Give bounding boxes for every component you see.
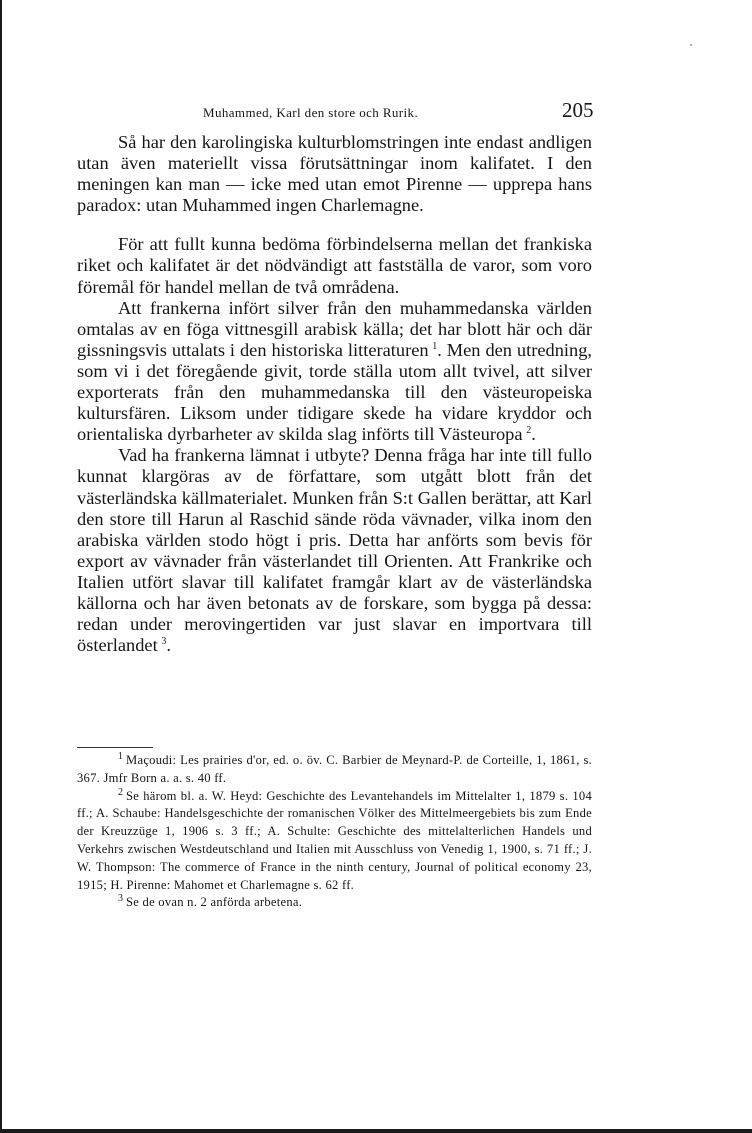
paragraph-3-text-a: Att frankerna infört silver från den muhammedanska världen omtalas av en föga vittnesgill arabisk källa; det har blott här och där gissningsvis uttalats i den historiska litteraturen — [77, 297, 592, 360]
footnote-text: Se härom bl. a. W. Heyd: Geschichte des Levantehandels im Mittelalter 1, 1879 s. 104 ff.; A. Schaube: Handelsgeschichte der romanischen Völker des Mittelmeergebiets bis zum Ende der Kreuzzüge 1, 1906 s. 3 ff.; A. Schulte: Geschichte des mittelalterlichen Handels und Verkehrs zwischen Westdeutschland und Italien mit Ausschluss von Venedig 1, 1900, s. 71 ff.; J. W. Thompson: The commerce of France in the ninth century, Journal of political economy 23, 1915; H. Pirenne: Mahomet et Charlemagne s. 62 ff. — [77, 788, 592, 892]
body-text — [77, 132, 592, 656]
paragraph-1 — [77, 132, 592, 216]
page-number: 205 — [562, 98, 594, 122]
footnote-text: Maçoudi: Les prairies d'or, ed. o. öv. C. Barbier de Meynard-P. de Corteille, 1, 1861, s. 367. Jmfr Born a. a. s. 40 ff. — [77, 753, 592, 785]
running-head — [0, 98, 752, 124]
paragraph-3-text-c: . — [531, 424, 536, 445]
paragraph-4-text-a: Vad ha frankerna lämnat i utbyte? Denna fråga har inte till fullo kunnat klargöras av de författare, som utgått blott från det västerländska källmaterialet. Munken från S:t Gallen berättar, att Karl den store till Harun al Raschid sände röda vävnader, vilka inom den arabiska världen stodo högt i pris. Detta har anförts som bevis för export av vävnader från västerlandet till Orienten. Att Frankrike och Italien utfört slavar till kalifatet framgår klart av de västerländska källorna och har även betonats av de forskare, som bygga på dessa: redan under merovingertiden var just slavar en importvara till österlandet — [77, 445, 592, 656]
footnote-2 — [77, 788, 592, 895]
footnote-marker: 1 — [118, 750, 124, 762]
footnote-1 — [77, 752, 592, 788]
paragraph-1-text: Så har den karolingiska kulturblomstringen inte endast andligen utan även materiellt vissa förutsättningar inom kalifatet. I den meningen kan man — icke med utan emot Pirenne — upprepa hans paradox: utan Muhammed ingen Charlemagne. — [77, 132, 592, 216]
footnote-marker: 2 — [118, 786, 124, 798]
running-title: Muhammed, Karl den store och Rurik. — [203, 105, 419, 120]
footnote-ref-2: 2 — [526, 425, 532, 437]
scan-edge-left — [0, 0, 2, 1133]
footnote-rule — [77, 747, 153, 748]
paragraph-3 — [77, 298, 592, 446]
paragraph-2-text: För att fullt kunna bedöma förbindelserna mellan det frankiska riket och kalifatet är det nödvändigt att fastställa de varor, som voro föremål för handel mellan de två områdena. — [77, 234, 592, 297]
paragraph-3-text-b: . Men den utredning, som vi i det föregående givit, torde ställa utom allt tvivel, att silver exporterats från den muhammedanska till den västeuropeiska kultursfären. Liksom under tidigare skede ha vidare kryddor och orientaliska dyrbarheter av skilda slag införts till Västeuropa — [77, 339, 593, 445]
footnote-marker: 3 — [118, 893, 124, 905]
paragraph-4-text-b: . — [166, 635, 171, 656]
paragraph-4 — [77, 445, 592, 656]
footnote-3 — [77, 894, 592, 912]
paragraph-2 — [77, 234, 592, 297]
footnote-ref-3: 3 — [161, 636, 167, 648]
scan-edge-bottom — [0, 1129, 752, 1133]
footnotes — [77, 752, 592, 912]
footnote-text: Se de ovan n. 2 anförda arbetena. — [126, 895, 303, 910]
footnote-ref-1: 1 — [432, 340, 438, 352]
scan-speck — [690, 44, 692, 46]
